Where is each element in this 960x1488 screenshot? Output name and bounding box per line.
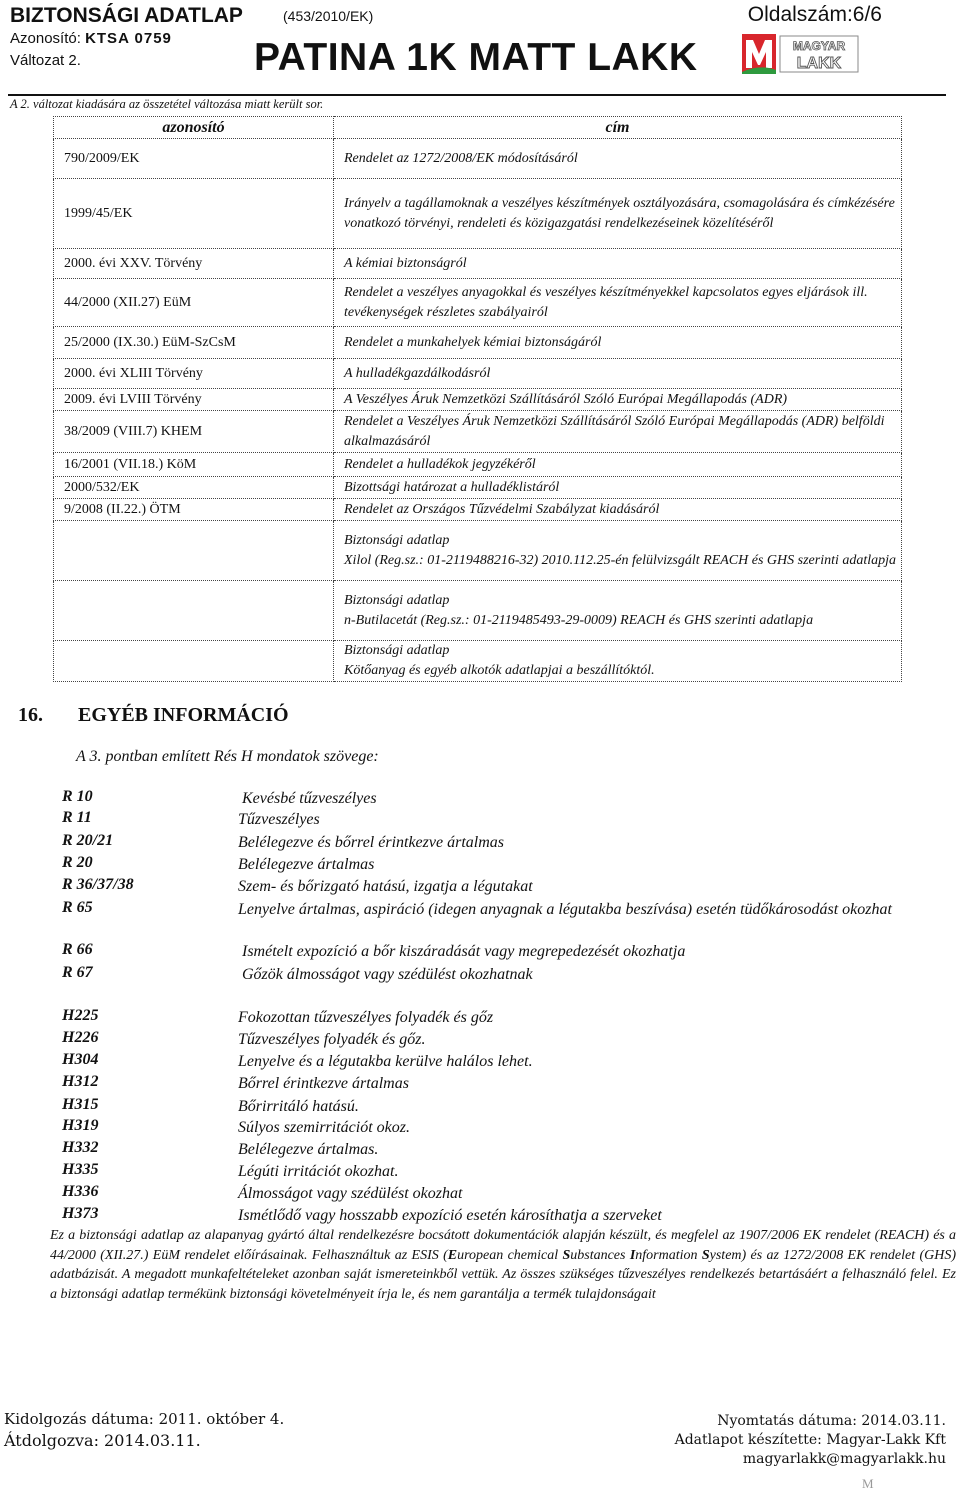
closing-bold-letter: S: [562, 1247, 571, 1263]
version-note: A 2. változat kiadására az összetétel változása miatt került sor.: [10, 97, 324, 111]
phrase-code: R 10: [62, 788, 93, 805]
row-desc: A kémiai biztonságról: [334, 249, 902, 279]
regulation-ref: (453/2010/EK): [283, 8, 374, 24]
phrases-intro: A 3. pontban említett Rés H mondatok szövege:: [76, 748, 379, 765]
phrase-text: Lenyelve és a légutakba kerülve halálos lehet.: [238, 1053, 533, 1070]
phrase-text: Szem- és bőrizgató hatású, izgatja a légutakat: [238, 878, 533, 895]
phrase-text: Súlyos szemirritációt okoz.: [238, 1119, 410, 1136]
phrase-code: R 65: [62, 899, 93, 916]
phrase-code: R 36/37/38: [62, 876, 134, 893]
table-row: [54, 581, 902, 641]
row-desc: Rendelet az 1272/2008/EK módosításáról: [334, 139, 902, 179]
phrase-text: Ismételt expozíció a bőr kiszáradását vagy megrepedezését okozhatja: [242, 943, 686, 960]
row-ref: 2009. évi LVIII Törvény: [54, 389, 334, 411]
prepared-date: Kidolgozás dátuma: 2011. október 4.: [4, 1410, 285, 1428]
row-desc: Biztonsági adatlap Xilol (Reg.sz.: 01-2119488216-32) 2010.112.25-én felülvizsgált REACH és GHS szerinti adatlapja: [334, 521, 902, 581]
closing-bold-letter: E: [447, 1247, 458, 1263]
document-title: BIZTONSÁGI ADATLAP: [10, 4, 243, 27]
phrase-code: H336: [62, 1183, 99, 1200]
closing-text: Ez a biztonsági adatlap az alapanyag gyártó által rendelkezésre bocsátott dokumentációk alapján készült, és megfelel az 1907/2006 EK rendelet (REACH) és a 44/2000 (XII.27.) EüM rendelet előírásainak. Felhasználtuk az ESIS (: [50, 1228, 956, 1263]
row-ref: [54, 521, 334, 581]
phrase-code: H319: [62, 1117, 99, 1134]
closing-text: nformation: [635, 1247, 702, 1263]
phrase-text: Tűzveszélyes folyadék és gőz.: [238, 1031, 426, 1048]
phrase-text: Bőrrel érintkezve ártalmas: [238, 1075, 409, 1092]
phrase-code: R 20/21: [62, 832, 114, 849]
phrase-code: H373: [62, 1205, 99, 1222]
table-row: [54, 139, 902, 179]
page-number: Oldalszám:6/6: [747, 3, 882, 26]
row-desc: Rendelet az Országos Tűzvédelmi Szabályzat kiadásáról: [334, 499, 902, 521]
section-heading: [18, 704, 289, 727]
row-desc: Rendelet a veszélyes anyagokkal és veszélyes készítményekkel kapcsolatos egyes eljárások ill. tevékenységek részletes szabályairól: [334, 279, 902, 327]
closing-text: ystem) és az 1272/2008 EK rendelet (GHS) adatbázisát. A megadott munkafeltételeket azonban saját ismereteinkből vettük. Az összes szükséges tűzveszélyes rendelkezés betartásáért a felhasználó felel. Ez a biztonsági adatlap termékünk biztonsági követelményeit írja le, és nem garantálja a termék tulajdonságait: [50, 1247, 957, 1302]
row-ref: 38/2009 (VIII.7) KHEM: [54, 411, 334, 453]
phrase-code: R 67: [62, 964, 93, 981]
table-row: [54, 179, 902, 249]
regulations-table: [53, 116, 902, 682]
closing-text: uropean chemical: [457, 1247, 563, 1263]
row-desc: A Veszélyes Áruk Nemzetközi Szállításáról Szóló Európai Megállapodás (ADR): [334, 389, 902, 411]
table-row: [54, 411, 902, 453]
phrase-text: Bőrirritáló hatású.: [238, 1098, 359, 1115]
phrase-text: Fokozottan tűzveszélyes folyadék és gőz: [238, 1009, 494, 1026]
phrase-code: H335: [62, 1161, 99, 1178]
version: Változat 2.: [10, 52, 81, 69]
phrase-code: H304: [62, 1051, 99, 1068]
phrase-code: H315: [62, 1096, 99, 1113]
row-ref: 9/2008 (II.22.) ÖTM: [54, 499, 334, 521]
phrase-text: Álmosságot vagy szédülést okozhat: [238, 1185, 463, 1202]
phrase-text: Belélegezve ártalmas.: [238, 1141, 379, 1158]
print-date: Nyomtatás dátuma: 2014.03.11.: [717, 1413, 946, 1429]
logo-text-lakk: LAKK: [796, 55, 842, 72]
row-desc: Biztonsági adatlap n-Butilacetát (Reg.sz.: 01-2119485493-29-0009) REACH és GHS szerinti adatlapja: [334, 581, 902, 641]
row-ref: [54, 641, 334, 682]
table-row: [54, 389, 902, 411]
table-header-row: [54, 117, 902, 139]
identifier-value: KTSA 0759: [85, 30, 172, 47]
row-ref: 1999/45/EK: [54, 179, 334, 249]
table-row: [54, 359, 902, 389]
row-ref: 25/2000 (IX.30.) EüM-SzCsM: [54, 327, 334, 359]
row-ref: 44/2000 (XII.27) EüM: [54, 279, 334, 327]
phrase-text: Belélegezve ártalmas: [238, 856, 375, 873]
closing-text: ubstances: [570, 1247, 630, 1263]
row-desc: Rendelet a Veszélyes Áruk Nemzetközi Szállításáról Szóló Európai Megállapodás (ADR) belföldi alkalmazásáról: [334, 411, 902, 453]
row-ref: [54, 581, 334, 641]
author: Adatlapot készítette: Magyar-Lakk Kft: [674, 1432, 946, 1448]
contact-email[interactable]: magyarlakk@magyarlakk.hu: [742, 1451, 946, 1467]
row-desc: Rendelet a munkahelyek kémiai biztonságáról: [334, 327, 902, 359]
phrase-text: Lenyelve ártalmas, aspiráció (idegen anyagnak a légutakba beszívása) esetén tüdőkárosodást okozhat: [238, 901, 892, 918]
row-desc: Bizottsági határozat a hulladéklistáról: [334, 477, 902, 499]
closing-paragraph: [50, 1226, 956, 1304]
table-row: [54, 327, 902, 359]
section-title: EGYÉB INFORMÁCIÓ: [78, 704, 289, 726]
column-header-title: cím: [334, 117, 902, 139]
row-ref: 2000. évi XXV. Törvény: [54, 249, 334, 279]
footer-mark: M: [862, 1476, 874, 1488]
phrase-code: H312: [62, 1073, 99, 1090]
table-row: [54, 641, 902, 682]
phrase-code: H225: [62, 1007, 99, 1024]
identifier: [10, 30, 172, 47]
phrase-text: Légúti irritációt okozhat.: [238, 1163, 399, 1180]
row-ref: 16/2001 (VII.18.) KöM: [54, 453, 334, 477]
section-number: 16.: [18, 704, 43, 726]
row-desc: Rendelet a hulladékok jegyzékéről: [334, 453, 902, 477]
phrase-text: Belélegezve és bőrrel érintkezve ártalmas: [238, 834, 504, 851]
revised-date: Átdolgozva: 2014.03.11.: [4, 1431, 201, 1450]
table-row: [54, 499, 902, 521]
phrase-text: Tűzveszélyes: [238, 811, 320, 828]
table-row: [54, 521, 902, 581]
phrase-code: H226: [62, 1029, 99, 1046]
table-row: [54, 249, 902, 279]
phrase-code: R 66: [62, 941, 93, 958]
phrase-code: R 11: [62, 809, 92, 826]
closing-bold-letter: I: [629, 1247, 636, 1263]
row-ref: 790/2009/EK: [54, 139, 334, 179]
table-row: [54, 477, 902, 499]
closing-bold-letter: S: [701, 1247, 710, 1263]
table-row: [54, 453, 902, 477]
row-desc: Irányelv a tagállamoknak a veszélyes készítmények osztályozására, csomagolására és címkézésére vonatkozó törvényi, rendeleti és közigazgatási rendelkezéseinek közelítéséről: [334, 179, 902, 249]
phrase-text: Kevésbé tűzveszélyes: [242, 790, 377, 807]
magyar-lakk-logo: [740, 28, 860, 76]
row-ref: 2000/532/EK: [54, 477, 334, 499]
column-header-id: azonosító: [54, 117, 334, 139]
phrase-text: Ismétlődő vagy hosszabb expozíció esetén károsíthatja a szerveket: [238, 1207, 662, 1224]
phrase-text: Gőzök álmosságot vagy szédülést okozhatnak: [242, 966, 533, 983]
row-ref: 2000. évi XLIII Törvény: [54, 359, 334, 389]
product-name: PATINA 1K MATT LAKK: [254, 36, 698, 79]
table-row: [54, 279, 902, 327]
row-desc: Biztonsági adatlap Kötőanyag és egyéb alkotók adatlapjai a beszállítóktól.: [334, 641, 902, 682]
identifier-label: Azonosító:: [10, 30, 81, 47]
row-desc: A hulladékgazdálkodásról: [334, 359, 902, 389]
header-rule: [8, 94, 946, 96]
logo-text-magyar: MAGYAR: [792, 39, 846, 53]
phrase-code: R 20: [62, 854, 93, 871]
phrase-code: H332: [62, 1139, 99, 1156]
